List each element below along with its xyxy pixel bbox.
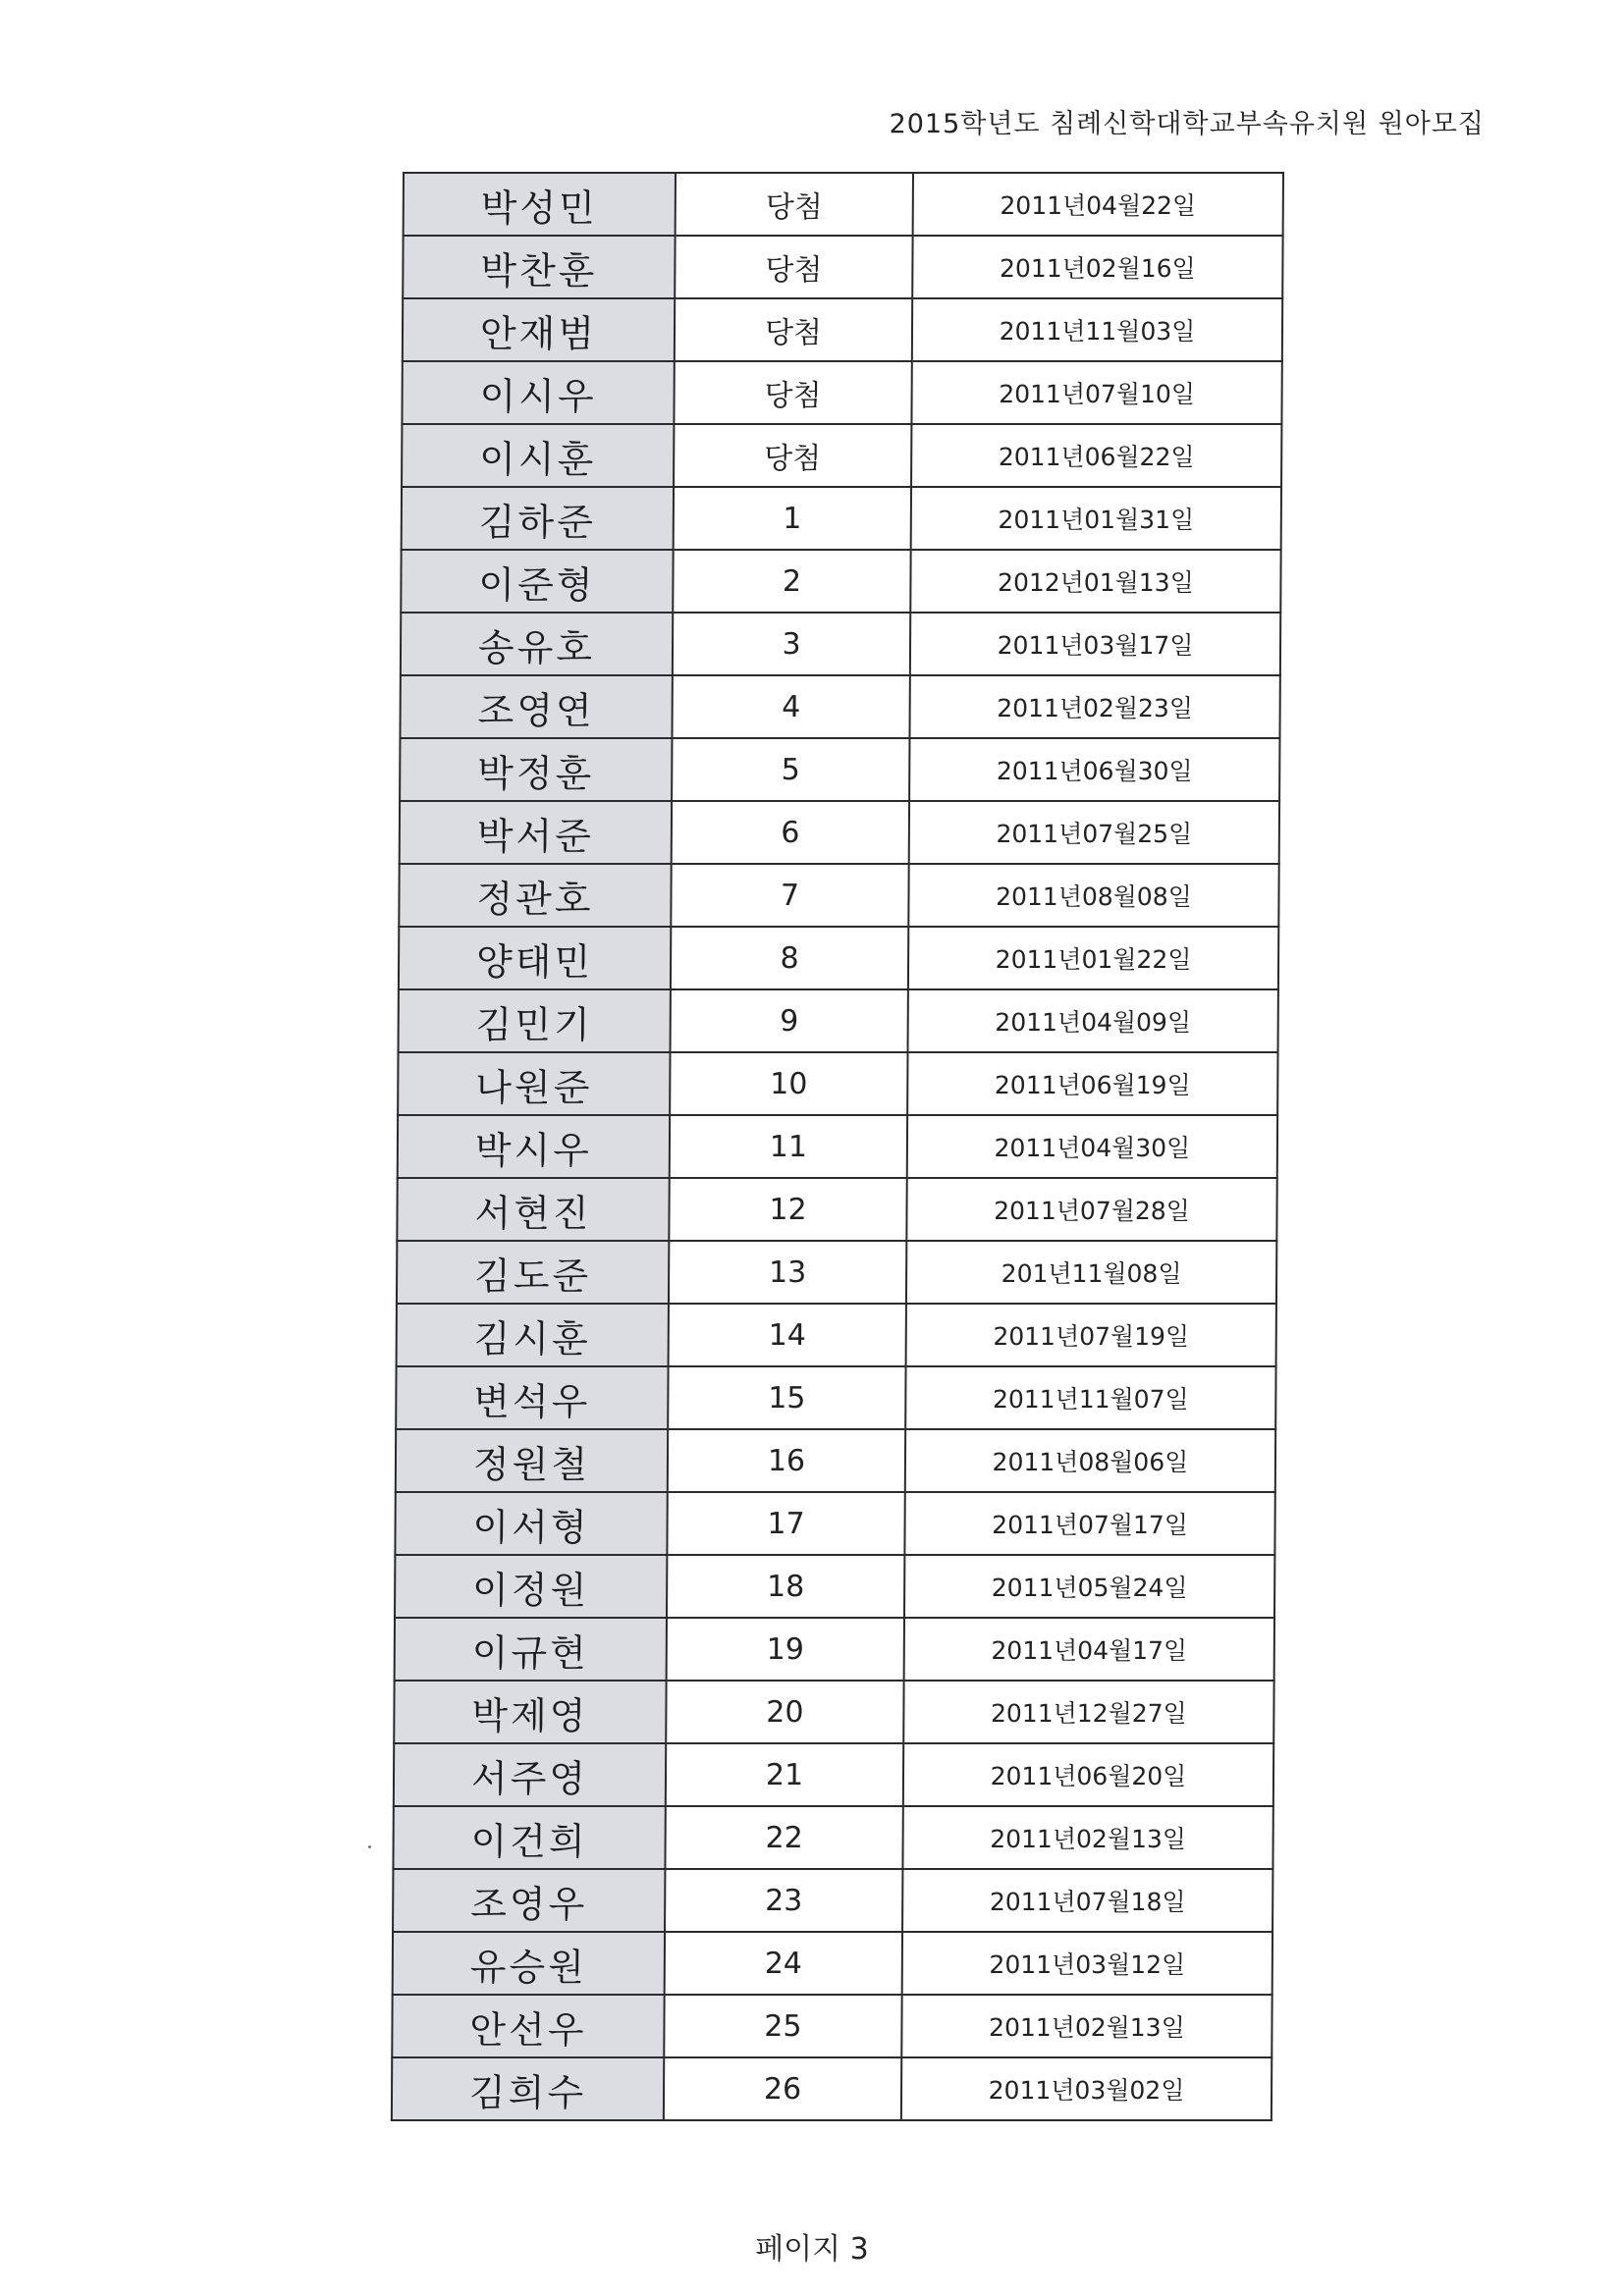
selection-status-cell: 당첨 [675, 236, 912, 298]
birth-date-cell: 2011년02월16일 [912, 236, 1282, 298]
selection-status-cell: 1 [674, 487, 911, 550]
birth-date-cell: 2011년08월06일 [905, 1429, 1275, 1492]
selection-status-cell: 19 [667, 1618, 904, 1681]
birth-date-cell: 2011년07월19일 [906, 1304, 1276, 1366]
child-name-cell: 이서형 [395, 1492, 667, 1555]
roster-table-body [392, 173, 1283, 2120]
table-row [399, 864, 1278, 927]
table-row [395, 1555, 1274, 1618]
selection-status-cell: 17 [667, 1492, 904, 1555]
child-name-cell: 나원준 [398, 1052, 670, 1115]
selection-status-cell: 8 [671, 927, 908, 989]
roster-table-container [391, 172, 1276, 2121]
table-row [401, 613, 1280, 675]
table-row [397, 1178, 1276, 1241]
birth-date-cell: 2011년05월24일 [904, 1555, 1274, 1618]
child-name-cell: 양태민 [399, 927, 671, 989]
child-name-cell: 이준형 [401, 550, 673, 613]
birth-date-cell: 2011년07월25일 [909, 801, 1279, 864]
birth-date-cell: 2011년11월07일 [905, 1366, 1275, 1429]
table-row [402, 424, 1281, 487]
table-row [398, 1052, 1277, 1115]
child-name-cell: 박제영 [394, 1681, 666, 1743]
birth-date-cell: 2011년08월08일 [908, 864, 1278, 927]
selection-status-cell: 11 [670, 1115, 907, 1178]
child-name-cell: 박성민 [404, 173, 676, 236]
child-name-cell: 서주영 [394, 1743, 666, 1806]
child-name-cell: 김하준 [402, 487, 674, 550]
birth-date-cell: 2011년07월10일 [911, 361, 1281, 424]
child-name-cell: 정관호 [399, 864, 671, 927]
table-row [402, 361, 1281, 424]
child-name-cell: 박서준 [400, 801, 672, 864]
table-row [400, 738, 1279, 801]
child-name-cell: 이시훈 [402, 424, 674, 487]
table-row [394, 1743, 1273, 1806]
selection-status-cell: 7 [671, 864, 908, 927]
child-name-cell: 박찬훈 [403, 236, 675, 298]
child-name-cell: 서현진 [397, 1178, 669, 1241]
birth-date-cell: 2011년06월20일 [903, 1743, 1273, 1806]
birth-date-cell: 2011년07월18일 [902, 1869, 1272, 1932]
birth-date-cell: 2011년04월09일 [908, 989, 1278, 1052]
table-row [399, 989, 1278, 1052]
table-row [392, 1995, 1272, 2057]
birth-date-cell: 2011년04월17일 [904, 1618, 1274, 1681]
child-name-cell: 조영연 [400, 675, 672, 738]
selection-status-cell: 6 [672, 801, 909, 864]
scan-artifact-dot [368, 1845, 371, 1848]
table-row [397, 1241, 1276, 1304]
child-name-cell: 유승원 [393, 1932, 665, 1995]
selection-status-cell: 12 [669, 1178, 906, 1241]
birth-date-cell: 2011년02월13일 [901, 1995, 1272, 2057]
birth-date-cell: 201년11월08일 [906, 1241, 1276, 1304]
table-row [397, 1304, 1276, 1366]
selection-status-cell: 18 [667, 1555, 904, 1618]
selection-status-cell: 14 [669, 1304, 906, 1366]
roster-table [391, 172, 1284, 2121]
birth-date-cell: 2011년04월30일 [907, 1115, 1277, 1178]
table-row [403, 236, 1282, 298]
selection-status-cell: 3 [673, 613, 910, 675]
birth-date-cell: 2011년03월02일 [901, 2057, 1272, 2120]
table-row [392, 2057, 1272, 2120]
selection-status-cell: 21 [666, 1743, 903, 1806]
child-name-cell: 이정원 [395, 1555, 667, 1618]
selection-status-cell: 20 [666, 1681, 903, 1743]
child-name-cell: 안재범 [403, 298, 675, 361]
birth-date-cell: 2011년04월22일 [913, 173, 1283, 236]
birth-date-cell: 2011년06월30일 [909, 738, 1279, 801]
table-row [395, 1618, 1274, 1681]
child-name-cell: 김민기 [399, 989, 671, 1052]
table-row [396, 1366, 1275, 1429]
table-row [394, 1681, 1273, 1743]
child-name-cell: 안선우 [392, 1995, 664, 2057]
table-row [393, 1806, 1272, 1869]
selection-status-cell: 25 [664, 1995, 901, 2057]
selection-status-cell: 9 [671, 989, 908, 1052]
selection-status-cell: 4 [672, 675, 909, 738]
table-row [403, 298, 1282, 361]
birth-date-cell: 2011년01월31일 [911, 487, 1281, 550]
selection-status-cell: 당첨 [675, 298, 912, 361]
table-row [400, 675, 1279, 738]
selection-status-cell: 22 [665, 1806, 902, 1869]
selection-status-cell: 2 [673, 550, 910, 613]
child-name-cell: 송유호 [401, 613, 673, 675]
child-name-cell: 김희수 [392, 2057, 664, 2120]
selection-status-cell: 26 [664, 2057, 901, 2120]
child-name-cell: 조영우 [393, 1869, 665, 1932]
child-name-cell: 김도준 [397, 1241, 669, 1304]
table-row [393, 1869, 1272, 1932]
table-row [400, 801, 1279, 864]
birth-date-cell: 2011년12월27일 [903, 1681, 1273, 1743]
selection-status-cell: 13 [669, 1241, 906, 1304]
table-row [398, 1115, 1277, 1178]
selection-status-cell: 당첨 [674, 361, 911, 424]
child-name-cell: 이건희 [393, 1806, 665, 1869]
selection-status-cell: 5 [672, 738, 909, 801]
child-name-cell: 박시우 [398, 1115, 670, 1178]
birth-date-cell: 2011년02월13일 [902, 1806, 1272, 1869]
child-name-cell: 정원철 [396, 1429, 668, 1492]
birth-date-cell: 2011년06월19일 [907, 1052, 1277, 1115]
page-number: 페이지 3 [755, 2232, 869, 2267]
table-row [401, 550, 1280, 613]
selection-status-cell: 15 [668, 1366, 905, 1429]
table-row [399, 927, 1278, 989]
birth-date-cell: 2011년11월03일 [912, 298, 1282, 361]
child-name-cell: 박정훈 [400, 738, 672, 801]
table-row [395, 1492, 1274, 1555]
document-header: 2015학년도 침례신학대학교부속유치원 원아모집 [889, 109, 1485, 139]
birth-date-cell: 2011년07월17일 [904, 1492, 1274, 1555]
birth-date-cell: 2011년03월12일 [902, 1932, 1272, 1995]
selection-status-cell: 24 [665, 1932, 902, 1995]
selection-status-cell: 당첨 [676, 173, 913, 236]
selection-status-cell: 10 [670, 1052, 907, 1115]
birth-date-cell: 2011년02월23일 [909, 675, 1279, 738]
selection-status-cell: 23 [665, 1869, 902, 1932]
child-name-cell: 이규현 [395, 1618, 667, 1681]
selection-status-cell: 당첨 [674, 424, 911, 487]
table-row [393, 1932, 1272, 1995]
table-row [402, 487, 1281, 550]
birth-date-cell: 2011년01월22일 [908, 927, 1278, 989]
child-name-cell: 이시우 [402, 361, 674, 424]
birth-date-cell: 2011년03월17일 [910, 613, 1280, 675]
table-row [404, 173, 1283, 236]
child-name-cell: 김시훈 [397, 1304, 669, 1366]
birth-date-cell: 2012년01월13일 [910, 550, 1280, 613]
selection-status-cell: 16 [668, 1429, 905, 1492]
birth-date-cell: 2011년06월22일 [911, 424, 1281, 487]
birth-date-cell: 2011년07월28일 [906, 1178, 1276, 1241]
child-name-cell: 변석우 [396, 1366, 668, 1429]
table-row [396, 1429, 1275, 1492]
